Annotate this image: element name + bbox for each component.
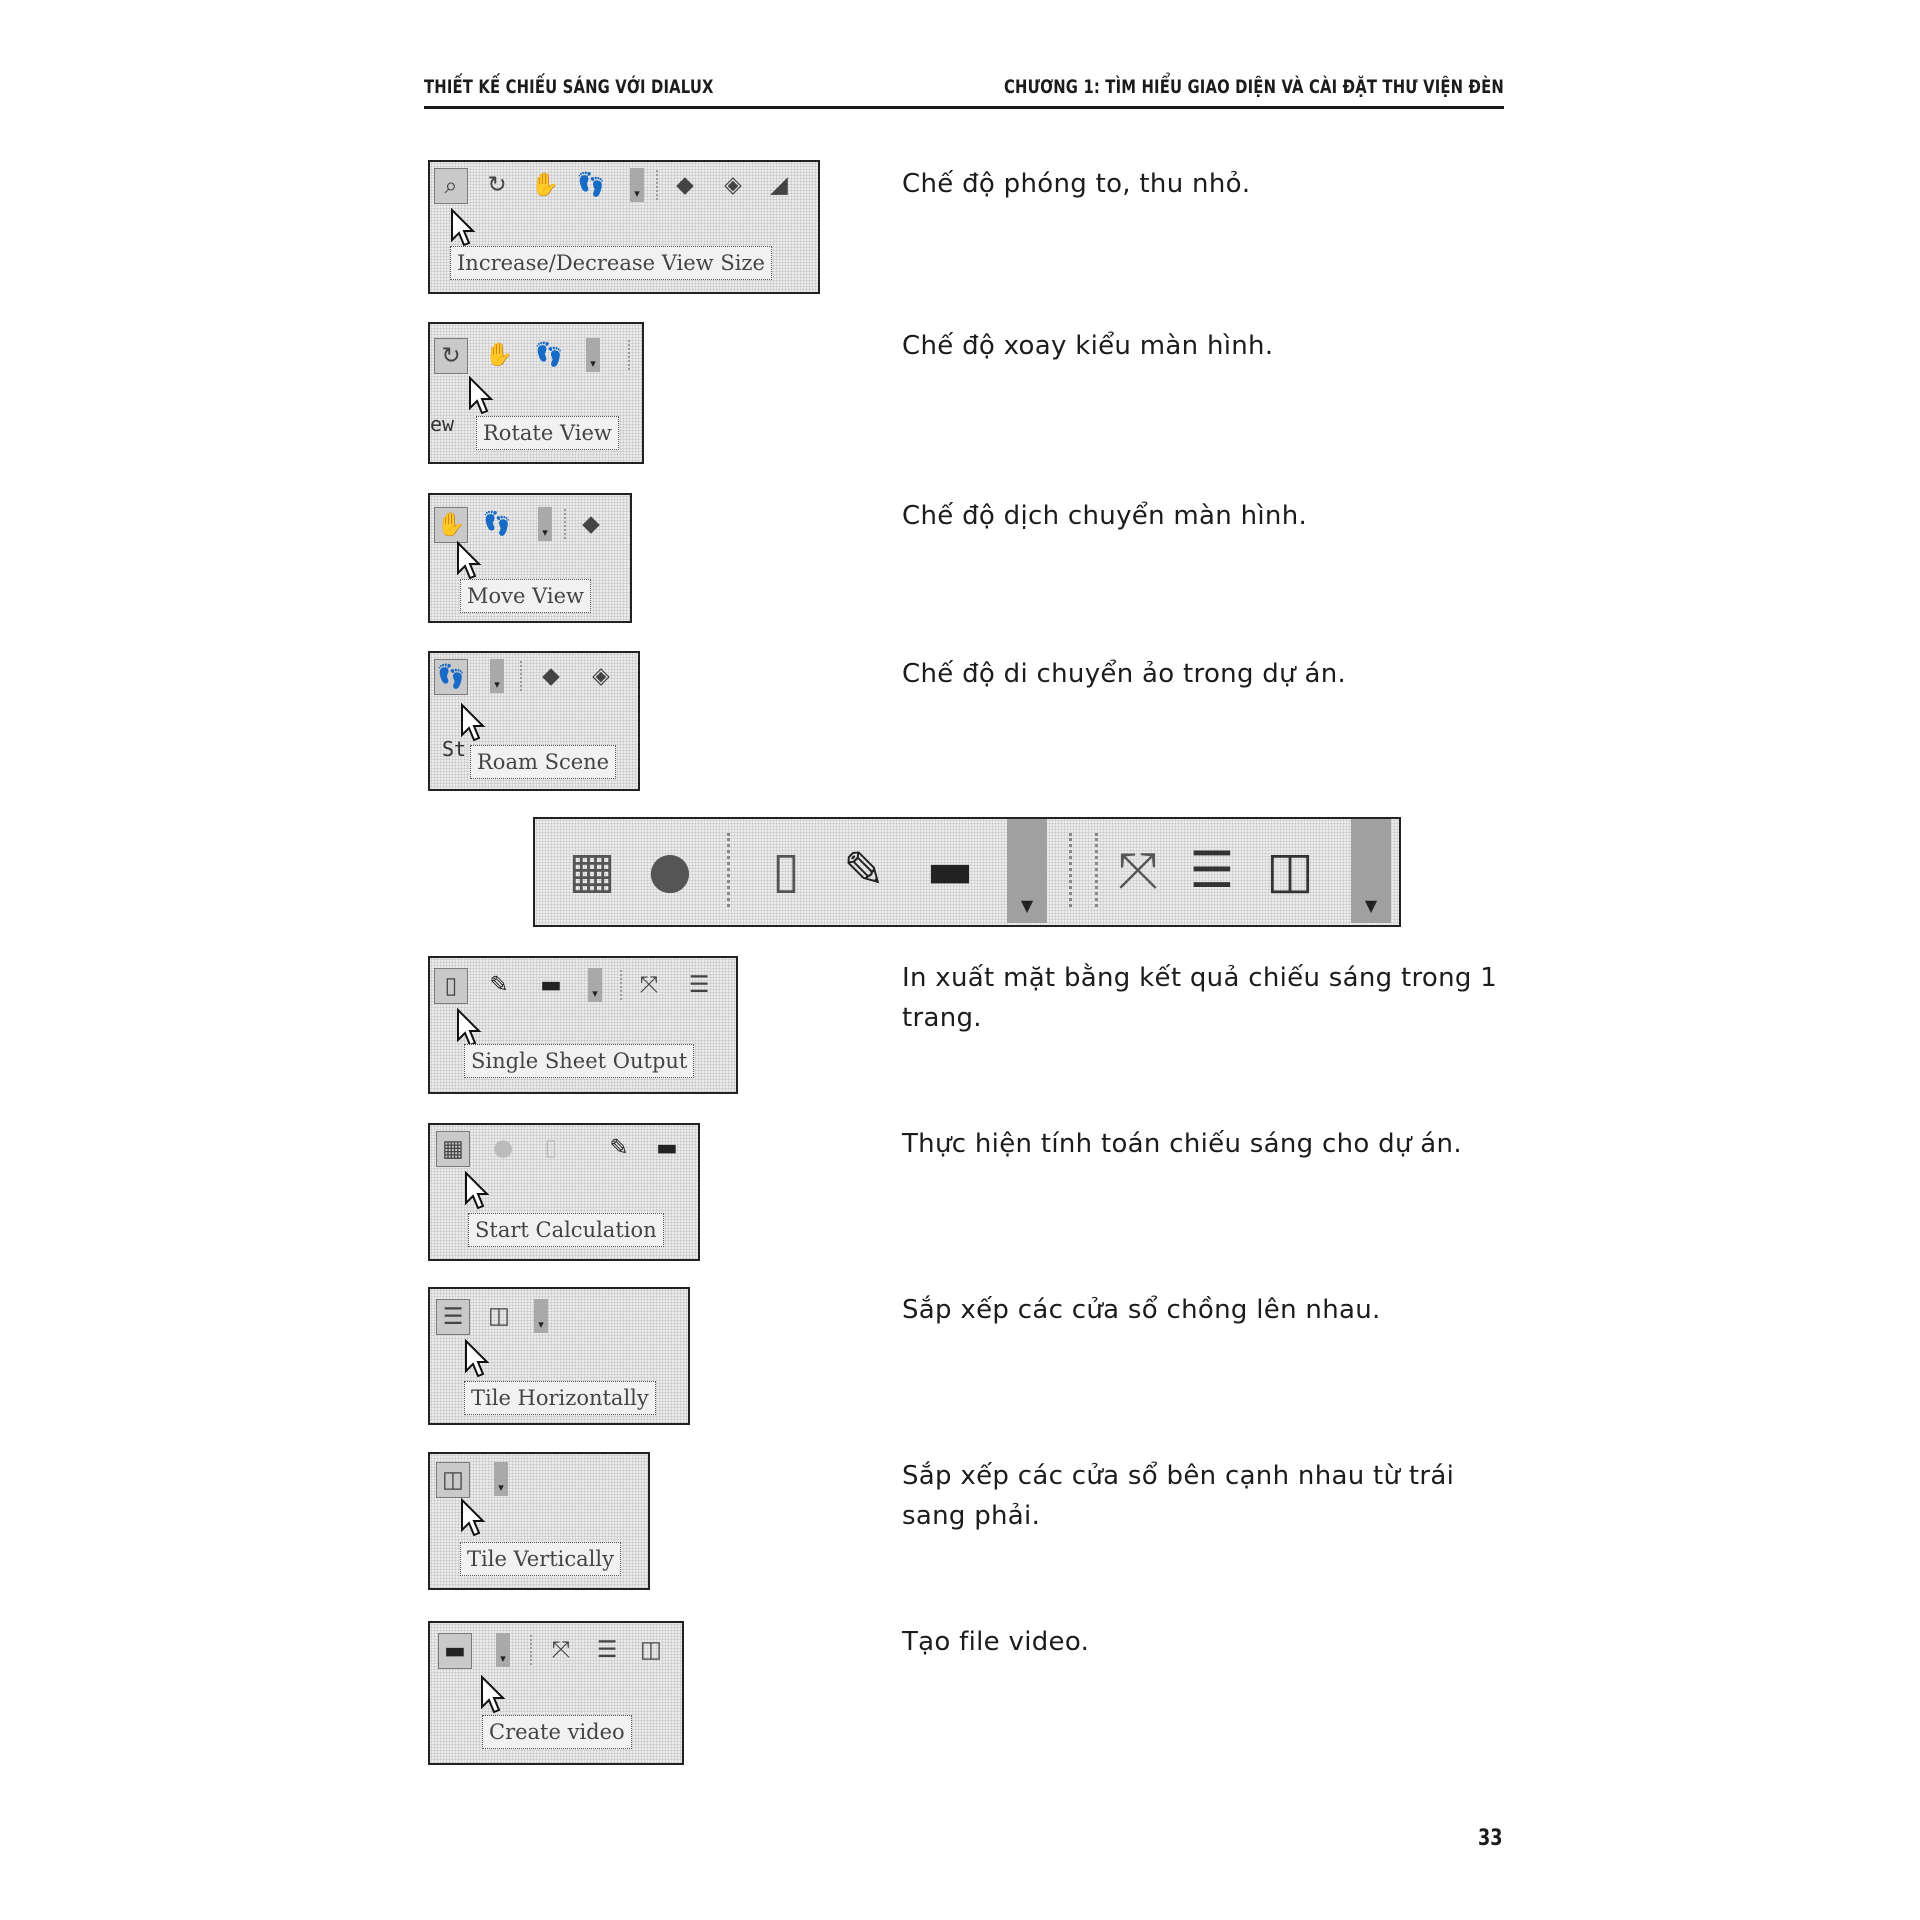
- description-tile-horizontal: Sắp xếp các cửa sổ chồng lên nhau.: [902, 1295, 1381, 1325]
- tile-vertical-icon[interactable]: ◫: [1266, 841, 1314, 899]
- toolbar-separator: [564, 509, 566, 539]
- tooltip: Tile Horizontally: [464, 1381, 656, 1415]
- screenshot-single-sheet: [428, 956, 738, 1094]
- screenshot-move: [428, 493, 632, 623]
- tooltip: Roam Scene: [470, 745, 616, 779]
- cropped-label: ew: [430, 412, 455, 436]
- cube-icon[interactable]: ◆: [582, 510, 600, 537]
- toolbar-separator: [1095, 833, 1098, 907]
- cropped-label: St: [442, 737, 467, 761]
- results-toolbar: [533, 817, 1401, 927]
- footprints-icon[interactable]: 👣: [576, 171, 606, 198]
- wand-icon[interactable]: ✎: [489, 971, 509, 998]
- toolbar-separator: [656, 170, 658, 200]
- tile-horizontal-icon[interactable]: ☰: [436, 1299, 470, 1335]
- page-number: 33: [1478, 1826, 1503, 1851]
- tile-horizontal-icon[interactable]: ☰: [596, 1636, 618, 1663]
- dropdown-arrow-icon[interactable]: ▾: [490, 659, 504, 693]
- mouse-cursor-icon: [480, 1675, 506, 1715]
- cube-icon[interactable]: ◆: [542, 662, 560, 689]
- tooltip: Rotate View: [476, 416, 619, 450]
- clapperboard-icon[interactable]: ▬: [540, 971, 562, 998]
- hand-icon[interactable]: ✋: [434, 507, 468, 543]
- wand-icon[interactable]: ✎: [843, 841, 885, 899]
- dropdown-arrow-icon[interactable]: ▼: [1007, 819, 1047, 923]
- clapperboard-icon[interactable]: ▬: [438, 1633, 472, 1669]
- toolbar-separator: [727, 833, 730, 907]
- mouse-cursor-icon: [468, 376, 494, 416]
- cubes-icon[interactable]: ◈: [592, 662, 610, 689]
- wand-icon[interactable]: ✎: [609, 1134, 629, 1161]
- arrange-icon[interactable]: ⤧: [1118, 840, 1158, 899]
- rotate-icon[interactable]: ↻: [487, 171, 507, 198]
- wedge-icon[interactable]: ◢: [770, 171, 788, 198]
- mouse-cursor-icon: [450, 208, 476, 248]
- dropdown-arrow-icon[interactable]: ▾: [630, 168, 644, 202]
- tooltip: Create video: [482, 1715, 632, 1749]
- screenshot-zoom: [428, 160, 820, 294]
- footprints-icon[interactable]: 👣: [534, 341, 564, 368]
- cube-icon[interactable]: ◆: [676, 171, 694, 198]
- screenshot-roam: [428, 651, 640, 791]
- tooltip: Start Calculation: [468, 1213, 664, 1247]
- sphere-icon[interactable]: ●: [648, 841, 692, 899]
- tile-vertical-icon[interactable]: ◫: [436, 1462, 470, 1498]
- hand-icon[interactable]: ✋: [484, 341, 514, 368]
- page-icon[interactable]: ▯: [772, 841, 800, 899]
- tooltip: Single Sheet Output: [464, 1044, 694, 1078]
- footprints-icon[interactable]: 👣: [482, 510, 512, 537]
- sphere-icon[interactable]: ●: [492, 1134, 514, 1161]
- toolbar-separator: [1069, 833, 1072, 907]
- hand-icon[interactable]: ✋: [530, 171, 560, 198]
- description-create-video: Tạo file video.: [902, 1627, 1090, 1657]
- description-single-sheet: In xuất mặt bằng kết quả chiếu sáng trong 1 trang.: [902, 963, 1498, 1033]
- mouse-cursor-icon: [460, 703, 486, 743]
- mouse-cursor-icon: [460, 1498, 486, 1538]
- mouse-cursor-icon: [456, 541, 482, 581]
- screenshot-tile-vertical: [428, 1452, 650, 1590]
- dropdown-arrow-icon[interactable]: ▾: [496, 1633, 510, 1667]
- book-title: THIẾT KẾ CHIẾU SÁNG VỚI DIALUX: [424, 76, 714, 98]
- description-zoom: Chế độ phóng to, thu nhỏ.: [902, 169, 1251, 199]
- screenshot-tile-horizontal: [428, 1287, 690, 1425]
- arrange-icon[interactable]: ⤧: [639, 971, 659, 998]
- clapperboard-icon[interactable]: ▬: [926, 841, 974, 899]
- tile-horizontal-icon[interactable]: ☰: [688, 971, 710, 998]
- mouse-cursor-icon: [456, 1008, 482, 1048]
- description-tile-vertical: Sắp xếp các cửa sổ bên cạnh nhau từ trái sang phải.: [902, 1461, 1455, 1531]
- footprints-icon[interactable]: 👣: [434, 659, 468, 695]
- rotate-icon[interactable]: ↻: [434, 338, 468, 374]
- toolbar-separator: [530, 1635, 532, 1665]
- calculator-icon[interactable]: ▦: [568, 841, 616, 899]
- chapter-title: CHƯƠNG 1: TÌM HIỂU GIAO DIỆN VÀ CÀI ĐẶT THƯ VIỆN ĐÈN: [1004, 76, 1504, 98]
- screenshot-calculation: [428, 1123, 700, 1261]
- tile-vertical-icon[interactable]: ◫: [640, 1636, 662, 1663]
- cubes-icon[interactable]: ◈: [724, 171, 742, 198]
- magnifier-icon[interactable]: ⌕: [434, 168, 468, 204]
- description-move: Chế độ dịch chuyển màn hình.: [902, 501, 1308, 531]
- page-header: [424, 76, 1504, 109]
- tooltip: Move View: [460, 579, 591, 613]
- dropdown-arrow-icon[interactable]: ▾: [538, 507, 552, 541]
- screenshot-create-video: [428, 1621, 684, 1765]
- clapperboard-icon[interactable]: ▬: [656, 1134, 678, 1161]
- dropdown-arrow-icon[interactable]: ▾: [534, 1299, 548, 1333]
- arrange-icon[interactable]: ⤧: [551, 1636, 571, 1663]
- tile-vertical-icon[interactable]: ◫: [488, 1302, 510, 1329]
- description-rotate: Chế độ xoay kiểu màn hình.: [902, 331, 1274, 361]
- mouse-cursor-icon: [464, 1171, 490, 1211]
- description-roam: Chế độ di chuyển ảo trong dự án.: [902, 659, 1347, 689]
- description-calculation: Thực hiện tính toán chiếu sáng cho dự án.: [902, 1129, 1462, 1159]
- tile-horizontal-icon[interactable]: ☰: [1189, 841, 1235, 899]
- calculator-icon[interactable]: ▦: [436, 1131, 470, 1167]
- screenshot-rotate: [428, 322, 644, 464]
- page-icon[interactable]: ▯: [544, 1134, 558, 1161]
- dropdown-arrow-icon[interactable]: ▾: [586, 338, 600, 372]
- toolbar-separator: [520, 661, 522, 691]
- dropdown-arrow-icon[interactable]: ▼: [1351, 819, 1391, 923]
- tooltip: Increase/Decrease View Size: [450, 246, 772, 280]
- toolbar-separator: [620, 970, 622, 1000]
- dropdown-arrow-icon[interactable]: ▾: [588, 968, 602, 1002]
- mouse-cursor-icon: [464, 1339, 490, 1379]
- dropdown-arrow-icon[interactable]: ▾: [494, 1462, 508, 1496]
- tooltip: Tile Vertically: [460, 1542, 621, 1576]
- page-icon[interactable]: ▯: [434, 968, 468, 1004]
- toolbar-separator: [628, 340, 630, 370]
